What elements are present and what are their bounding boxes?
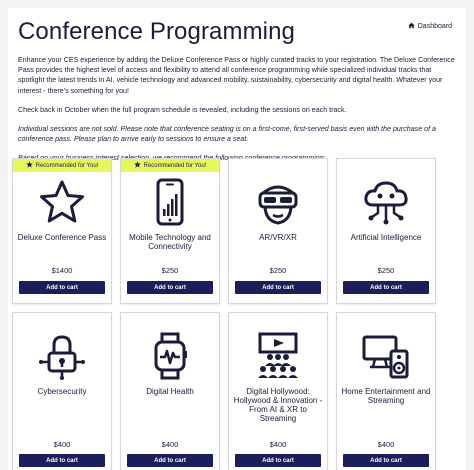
- intro-text: Enhance your CES experience by adding the Deluxe Conference Pass or highly curated tracks to your registration. The Deluxe Conference Pass provides the highest level of access and flexibility to attend all conference programming while specialized individual tracks that spotlight the latest trends in AI, vehicle technology and advanced mobility, sustainability, cybersecurity and digital health. Whatever your interest - there's something for you!: [18, 56, 455, 95]
- card-price: $250: [377, 266, 395, 275]
- product-card: [120, 158, 220, 304]
- add-to-cart-button[interactable]: Add to cart: [127, 454, 213, 467]
- dashboard-label: Dashboard: [417, 23, 452, 30]
- audience-screen-icon: [253, 331, 303, 381]
- product-card: [120, 312, 220, 470]
- home-icon: [408, 22, 415, 31]
- recommended-badge: [13, 159, 111, 172]
- card-title: Digital Health: [146, 387, 194, 396]
- dashboard-link[interactable]: [408, 22, 452, 31]
- add-to-cart-button[interactable]: Add to cart: [343, 454, 429, 467]
- page-title: Conference Programming: [18, 18, 295, 45]
- seating-note: Individual sessions are not sold. Please note that conference seating is on a first-come, first-served basis even with the purchase of a conference pass. Please plan to arrive early to sessions to ensure a seat.: [18, 125, 436, 144]
- add-to-cart-button[interactable]: Add to cart: [127, 281, 213, 294]
- add-to-cart-button[interactable]: Add to cart: [19, 281, 105, 294]
- product-card: [336, 312, 436, 470]
- card-price: $250: [161, 266, 179, 275]
- tv-speaker-icon: [361, 331, 411, 381]
- vr-headset-icon: [253, 177, 303, 227]
- add-to-cart-button[interactable]: Add to cart: [235, 281, 321, 294]
- card-price: $400: [161, 440, 179, 449]
- product-card: [12, 312, 112, 470]
- card-title: Digital Hollywood: Hollywood & Innovation - From AI & XR to Streaming: [233, 387, 323, 423]
- card-title: Artificial Intelligence: [350, 233, 422, 242]
- card-title: Home Entertainment and Streaming: [341, 387, 431, 405]
- star-icon: [37, 177, 87, 227]
- add-to-cart-button[interactable]: Add to cart: [343, 281, 429, 294]
- smartphone-icon: [145, 177, 195, 227]
- checkback-text: Check back in October when the full program schedule is revealed, including the sessions on each track.: [18, 105, 347, 114]
- card-price: $400: [53, 440, 71, 449]
- card-price: $400: [269, 440, 287, 449]
- padlock-icon: [37, 331, 87, 381]
- ai-cloud-icon: [361, 177, 411, 227]
- recommended-badge: [121, 159, 219, 172]
- programming-grid: [12, 158, 452, 470]
- smartwatch-icon: [145, 331, 195, 381]
- product-card: [228, 312, 328, 470]
- add-to-cart-button[interactable]: Add to cart: [235, 454, 321, 467]
- product-card: [336, 158, 436, 304]
- add-to-cart-button[interactable]: Add to cart: [19, 454, 105, 467]
- card-price: $1400: [51, 266, 73, 275]
- badge-label: Recommended for You!: [35, 162, 99, 169]
- card-title: Cybersecurity: [37, 387, 87, 396]
- card-price: $400: [377, 440, 395, 449]
- card-title: AR/VR/XR: [259, 233, 297, 242]
- product-card: [12, 158, 112, 304]
- star-badge-icon: [26, 161, 33, 170]
- badge-label: Recommended for You!: [143, 162, 207, 169]
- product-card: [228, 158, 328, 304]
- card-price: $250: [269, 266, 287, 275]
- header: [18, 18, 456, 52]
- card-title: Deluxe Conference Pass: [17, 233, 107, 242]
- star-badge-icon: [134, 161, 141, 170]
- card-title: Mobile Technology and Connectivity: [129, 233, 211, 251]
